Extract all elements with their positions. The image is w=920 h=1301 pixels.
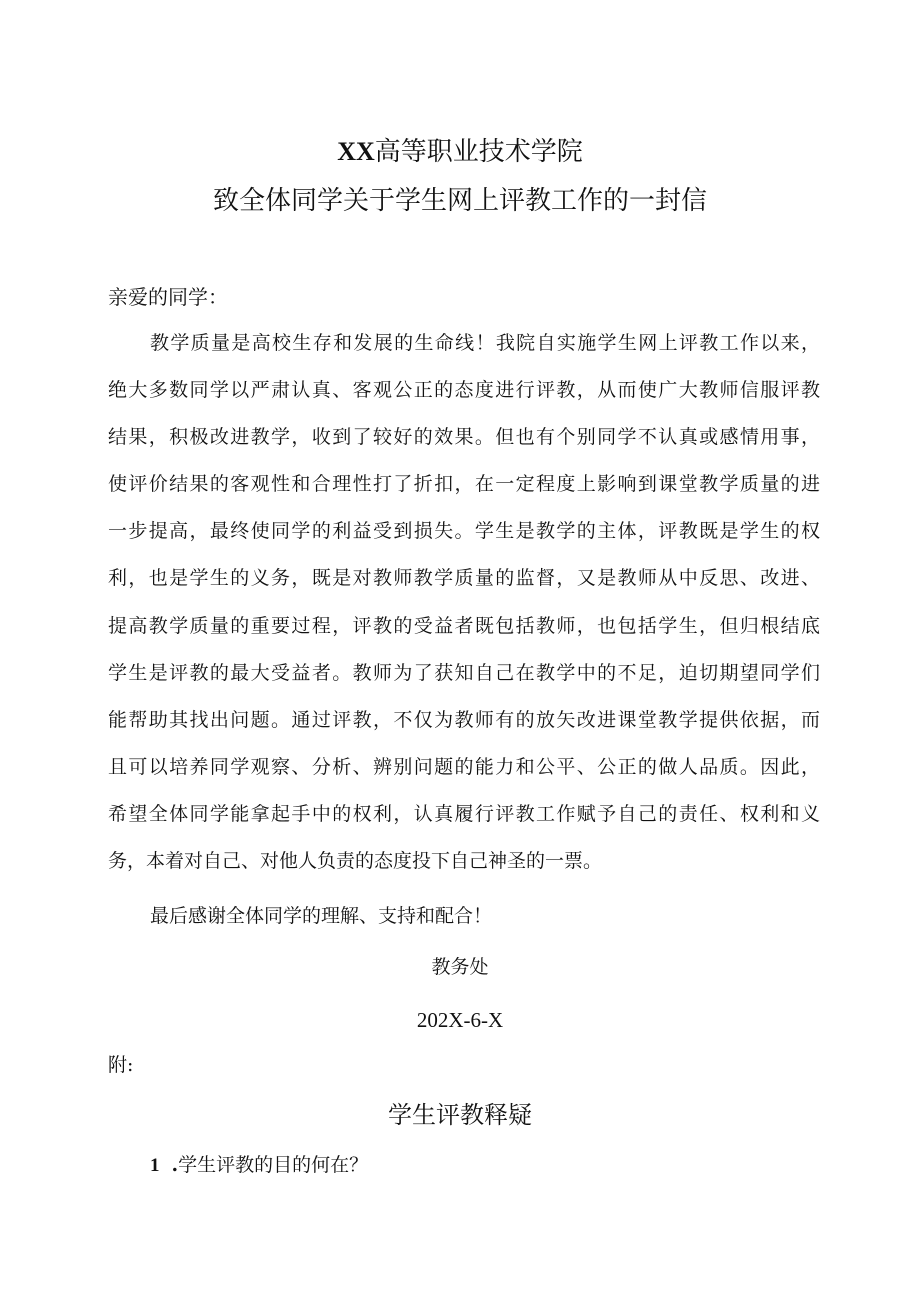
appendix-label: 附:	[108, 1054, 134, 1076]
body-line: 务，本着对自己、对他人负责的态度投下自己神圣的一票。	[108, 850, 603, 872]
school-prefix: XX	[337, 137, 375, 166]
salutation: 亲爱的同学：	[108, 285, 228, 309]
body-line: 教学质量是高校生存和发展的生命线！我院自实施学生网上评教工作以来，	[150, 332, 820, 354]
question-dot: .	[171, 1154, 179, 1176]
school-title	[0, 134, 920, 170]
body-line: 利，也是学生的义务，既是对教师教学质量的监督，又是教师从中反思、改进、	[108, 567, 820, 589]
body-line: 希望全体同学能拿起手中的权利，认真履行评教工作赋予自己的责任、权利和义	[108, 803, 820, 825]
body-line: 且可以培养同学观察、分析、辨别问题的能力和公平、公正的做人品质。因此，	[108, 756, 820, 778]
body-line: 结果，积极改进教学，收到了较好的效果。但也有个别同学不认真或感情用事，	[108, 426, 820, 448]
signature-department: 教务处	[431, 956, 489, 978]
faq-title: 学生评教释疑	[388, 1101, 532, 1129]
body-line: 学生是评教的最大受益者。教师为了获知自己在教学中的不足，迫切期望同学们	[108, 662, 820, 684]
question-number: 1	[150, 1155, 160, 1176]
body-line: 一步提高，最终使同学的利益受到损失。学生是教学的主体，评教既是学生的权	[108, 520, 820, 542]
question-text: 学生评教的目的何在？	[178, 1154, 369, 1176]
letter-title: 致全体同学关于学生网上评教工作的一封信	[212, 186, 707, 216]
body-line: 提高教学质量的重要过程，评教的受益者既包括教师，也包括学生，但归根结底	[108, 615, 820, 637]
body-line: 绝大多数同学以严肃认真、客观公正的态度进行评教，从而使广大教师信服评教	[108, 379, 820, 401]
closing-thanks: 最后感谢全体同学的理解、支持和配合！	[150, 905, 493, 927]
signature-date: 202X-6-X	[416, 1008, 504, 1032]
faq-question	[150, 1151, 368, 1180]
body-line: 使评价结果的客观性和合理性打了折扣，在一定程度上影响到课堂教学质量的进	[108, 473, 820, 495]
school-name: 高等职业技术学院	[374, 137, 583, 167]
body-line: 能帮助其找出问题。通过评教，不仅为教师有的放矢改进课堂教学提供依据，而	[108, 709, 820, 731]
